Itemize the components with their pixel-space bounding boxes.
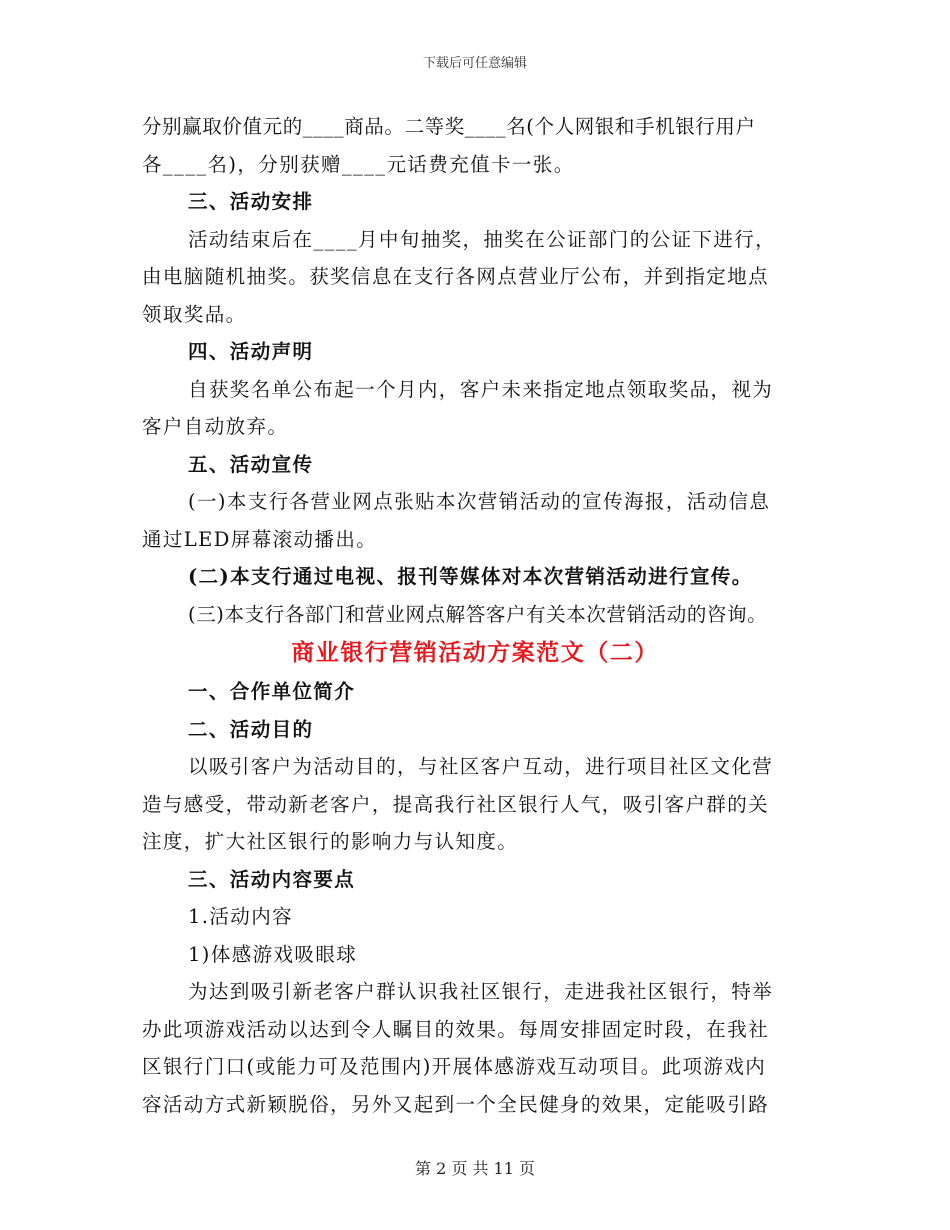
section-heading-partner: 一、合作单位简介 bbox=[188, 680, 356, 703]
page-header: 下载后可任意编辑 bbox=[422, 56, 527, 71]
paragraph-line: 为达到吸引新老客户群认识我社区银行，走进我社区银行，特举 bbox=[188, 980, 774, 1003]
paragraph-line: 各____名)，分别获赠____元话费充值卡一张。 bbox=[142, 152, 575, 176]
paragraph-line: 以吸引客户为活动目的，与社区客户互动，进行项目社区文化营 bbox=[188, 755, 774, 778]
paragraph-line: 通过LED屏幕滚动播出。 bbox=[142, 527, 378, 551]
paragraph-line: 区银行门口(或能力可及范围内)开展体感游戏互动项目。此项游戏内 bbox=[142, 1055, 767, 1078]
paragraph-line: 由电脑随机抽奖。获奖信息在支行各网点营业厅公布，并到指定地点 bbox=[142, 265, 770, 288]
paragraph-line: 容活动方式新颖脱俗，另外又起到一个全民健身的效果，定能吸引路 bbox=[142, 1092, 770, 1116]
page-footer: 第 2 页 共 11 页 bbox=[415, 1159, 535, 1178]
paragraph-line: 领取奖品。 bbox=[142, 302, 247, 326]
subheading: 1)体感游戏吸眼球 bbox=[188, 942, 358, 966]
section-heading-promotion: 五、活动宣传 bbox=[188, 452, 314, 476]
paragraph-line-bold: (二)本支行通过电视、报刊等媒体对本次营销活动进行宣传。 bbox=[188, 565, 753, 588]
section-heading-content: 三、活动内容要点 bbox=[188, 867, 356, 891]
paragraph-line: 自获奖名单公布起一个月内，客户未来指定地点领取奖品，视为 bbox=[188, 377, 774, 401]
paragraph-line: 造与感受，带动新老客户，提高我行社区银行人气，吸引客户群的关 bbox=[142, 792, 770, 816]
section-heading-statement: 四、活动声明 bbox=[188, 340, 314, 363]
paragraph-line: 分别赢取价值元的____商品。二等奖____名(个人网银和手机银行用户 bbox=[142, 115, 756, 138]
section-heading-arrangement: 三、活动安排 bbox=[188, 190, 314, 213]
subheading: 1.活动内容 bbox=[188, 905, 294, 928]
paragraph-line: (一)本支行各营业网点张贴本次营销活动的宣传海报，活动信息 bbox=[188, 490, 771, 513]
paragraph-line: 注度，扩大社区银行的影响力与认知度。 bbox=[142, 830, 519, 853]
paragraph-line: 活动结束后在____月中旬抽奖，抽奖在公证部门的公证下进行， bbox=[188, 227, 777, 251]
section-heading-purpose: 二、活动目的 bbox=[188, 717, 314, 741]
paragraph-line: (三)本支行各部门和营业网点解答客户有关本次营销活动的咨询。 bbox=[188, 602, 768, 626]
paragraph-line: 办此项游戏活动以达到令人瞩目的效果。每周安排固定时段，在我社 bbox=[142, 1017, 770, 1041]
paragraph-line: 客户自动放弃。 bbox=[142, 415, 289, 438]
document-body bbox=[142, 108, 808, 1123]
section-title: 商业银行营销活动方案范文（二） bbox=[291, 639, 659, 666]
